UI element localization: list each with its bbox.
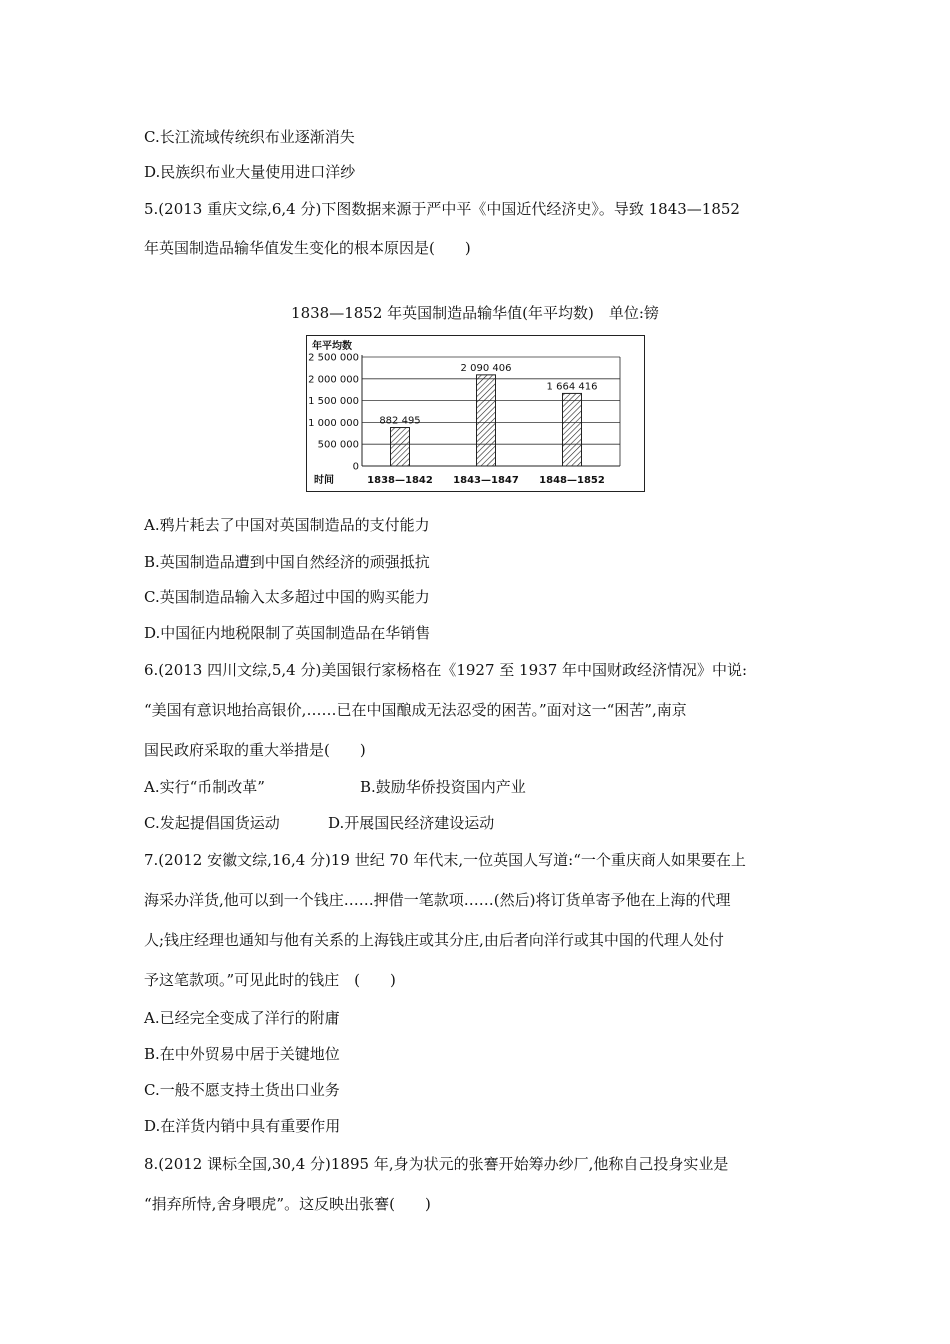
option-a-q5: A.鸦片耗去了中国对英国制造品的支付能力 [144,516,430,534]
option-d-q7: D.在洋货内销中具有重要作用 [144,1117,341,1135]
question-8-stem: 8.(2012 课标全国,30,4 分)1895 年,身为状元的张謇开始筹办纱厂,他称自己投身实业是 [144,1155,729,1173]
x-axis-label: 时间 [314,475,334,486]
x-category-label: 1838—1842 [367,475,433,486]
bar [391,428,410,466]
question-7-stem-cont1: 海采办洋货,他可以到一个钱庄……押借一笔款项……(然后)将订货单寄予他在上海的代理 [144,891,731,909]
y-tick-label: 2 000 000 [308,374,359,386]
option-c-q6: C.发起提倡国货运动 [144,814,280,832]
question-7-stem-cont2: 人;钱庄经理也通知与他有关系的上海钱庄或其分庄,由后者向洋行或其中国的代理人处付 [144,931,724,949]
option-b-q6: B.鼓励华侨投资国内产业 [360,778,526,796]
bar-chart-svg [306,335,645,492]
question-6-stem: 6.(2013 四川文综,5,4 分)美国银行家杨格在《1927 至 1937 年中国财政经济情况》中说: [144,661,748,679]
bar-value-label: 2 090 406 [460,362,512,374]
question-6-stem-end: 国民政府采取的重大举措是( ) [144,741,366,759]
bar-chart [306,335,645,492]
bar [563,393,582,466]
option-b-q7: B.在中外贸易中居于关键地位 [144,1045,340,1063]
option-d-q4: D.民族织布业大量使用进口洋纱 [144,163,356,181]
question-8-stem-end: “捐弃所恃,舍身喂虎”。这反映出张謇( ) [144,1195,431,1213]
y-tick-label: 500 000 [317,439,359,451]
option-c-q4: C.长江流域传统织布业逐渐消失 [144,128,355,146]
option-d-q6: D.开展国民经济建设运动 [328,814,495,832]
y-tick-label: 0 [352,461,359,473]
y-axis-label: 年平均数 [312,341,352,352]
question-7-stem: 7.(2012 安徽文综,16,4 分)19 世纪 70 年代末,一位英国人写道:“一个重庆商人如果要在上 [144,851,746,869]
option-d-q5: D.中国征内地税限制了英国制造品在华销售 [144,624,431,642]
option-a-q6: A.实行“币制改革” [144,778,265,796]
y-tick-label: 1 500 000 [308,396,359,408]
option-b-q5: B.英国制造品遭到中国自然经济的顽强抵抗 [144,553,430,571]
question-5-stem-cont: 年英国制造品输华值发生变化的根本原因是( ) [144,239,471,257]
bar-value-label: 882 495 [379,415,421,427]
option-c-q7: C.一般不愿支持土货出口业务 [144,1081,340,1099]
x-category-label: 1843—1847 [453,475,519,486]
option-c-q5: C.英国制造品输入太多超过中国的购买能力 [144,588,430,606]
y-tick-label: 1 000 000 [308,417,359,429]
option-a-q7: A.已经完全变成了洋行的附庸 [144,1009,340,1027]
question-5-stem: 5.(2013 重庆文综,6,4 分)下图数据来源于严中平《中国近代经济史》。导致 1843—1852 [144,200,740,218]
chart-title: 1838—1852 年英国制造品输华值(年平均数) 单位:镑 [291,304,659,322]
bar [477,375,496,466]
question-7-stem-end: 予这笔款项。”可见此时的钱庄 ( ) [144,971,396,989]
y-tick-label: 2 500 000 [308,352,359,364]
bar-value-label: 1 664 416 [546,381,598,393]
question-6-stem-cont: “美国有意识地抬高银价,……已在中国酿成无法忍受的困苦。”面对这一“困苦”,南京 [144,701,687,719]
x-category-label: 1848—1852 [539,475,605,486]
